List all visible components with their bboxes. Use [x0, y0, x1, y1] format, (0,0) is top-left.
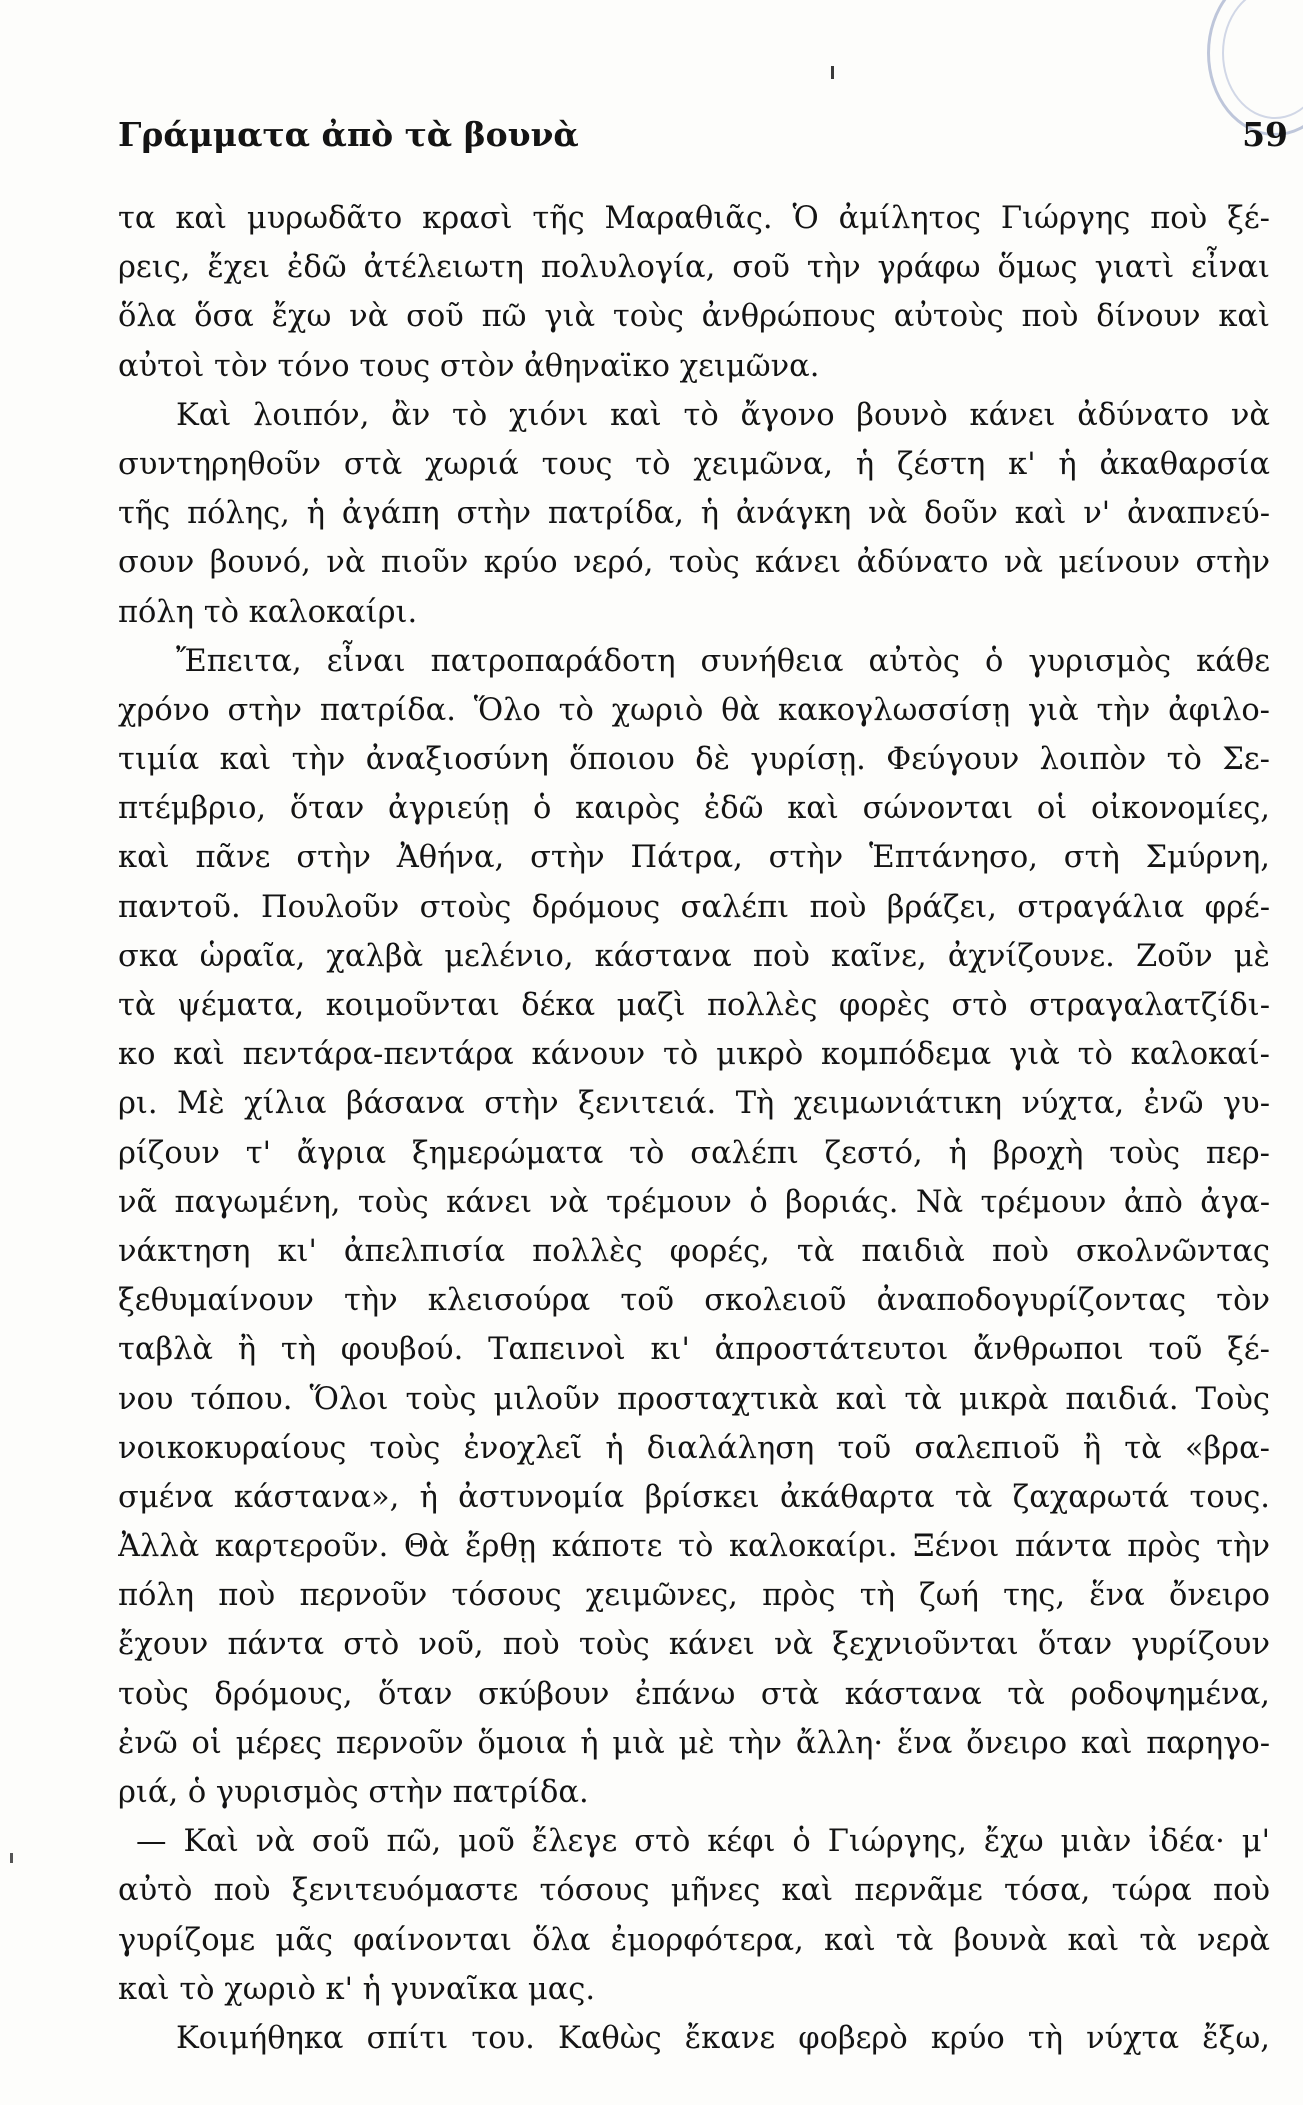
text-line: ρεις, ἔχει ἐδῶ ἀτέλειωτη πολυλογία, σοῦ τὴν γράφω ὅμως γιατὶ εἶναι [118, 250, 1270, 286]
text-line: αὐτοὶ τὸν τόνο τους στὸν ἀθηναϊκο χειμῶνα. [118, 348, 820, 384]
text-line: καὶ πᾶνε στὴν Ἀθήνα, στὴν Πάτρα, στὴν Ἑπτάνησο, στὴ Σμύρνη, [118, 840, 1270, 876]
text-line: ριά, ὁ γυρισμὸς στὴν πατρίδα. [118, 1775, 589, 1810]
text-line: κο καὶ πεντάρα-πεντάρα κάνουν τὸ μικρὸ κομπόδεμα γιὰ τὸ καλοκαί- [118, 1037, 1270, 1073]
text-line: πόλη τὸ καλοκαίρι. [118, 594, 418, 630]
text-line: αὐτὸ ποὺ ξενιτευόμαστε τόσους μῆνες καὶ περνᾶμε τόσα, τώρα ποὺ [118, 1873, 1270, 1909]
text-line: γυρίζομε μᾶς φαίνονται ὅλα ἐμορφότερα, καὶ τὰ βουνὰ καὶ τὰ νερὰ [118, 1922, 1270, 1958]
text-line: χρόνο στὴν πατρίδα. Ὅλο τὸ χωριὸ θὰ κακογλωσσίσῃ γιὰ τὴν ἀφιλο- [118, 692, 1270, 728]
text-line: Ἀλλὰ καρτεροῦν. Θὰ ἔρθῃ κάποτε τὸ καλοκαίρι. Ξένοι πάντα πρὸς τὴν [118, 1529, 1270, 1565]
text-line: ρι. Μὲ χίλια βάσανα στὴν ξενιτειά. Τὴ χειμωνιάτικη νύχτα, ἐνῶ γυ- [118, 1086, 1270, 1122]
print-mark [831, 66, 834, 79]
text-line: τοὺς δρόμους, ὅταν σκύβουν ἐπάνω στὰ κάστανα τὰ ροδοψημένα, [118, 1676, 1270, 1712]
text-line: ταβλὰ ἢ τὴ φουβού. Ταπεινοὶ κι' ἀπροστάτευτοι ἄνθρωποι τοῦ ξέ- [118, 1332, 1270, 1368]
text-line: τα καὶ μυρωδᾶτο κρασὶ τῆς Μαραθιᾶς. Ὁ ἀμίλητος Γιώργης ποὺ ξέ- [118, 201, 1270, 236]
text-line: σμένα κάστανα», ἡ ἀστυνομία βρίσκει ἀκάθαρτα τὰ ζαχαρωτά τους. [118, 1479, 1270, 1515]
text-line: παντοῦ. Πουλοῦν στοὺς δρόμους σαλέπι ποὺ βράζει, στραγάλια φρέ- [118, 889, 1270, 925]
text-line: πόλη ποὺ περνοῦν τόσους χειμῶνες, πρὸς τὴ ζωή της, ἕνα ὄνειρο [118, 1578, 1270, 1614]
text-line: συντηρηθοῦν στὰ χωριά τους τὸ χειμῶνα, ἡ ζέστη κ' ἡ ἀκαθαρσία [118, 446, 1270, 482]
text-line: καὶ τὸ χωριὸ κ' ἡ γυναῖκα μας. [118, 1971, 596, 2007]
running-title: Γράμματα ἀπὸ τὰ βουνὰ [118, 115, 579, 154]
text-line: Κοιμήθηκα σπίτι του. Καθὼς ἔκανε φοβερὸ κρύο τὴ νύχτα ἔξω, [176, 2020, 1270, 2056]
text-line: Καὶ λοιπόν, ἂν τὸ χιόνι καὶ τὸ ἄγονο βουνὸ κάνει ἀδύνατο νὰ [176, 397, 1270, 433]
text-line: νάκτηση κι' ἀπελπισία πολλὲς φορές, τὰ παιδιὰ ποὺ σκολνῶντας [118, 1233, 1270, 1269]
page-number: 59 [1242, 115, 1288, 154]
text-line: ρίζουν τ' ἄγρια ξημερώματα τὸ σαλέπι ζεστό, ἡ βροχὴ τοὺς περ- [118, 1135, 1270, 1171]
text-line: ξεθυμαίνουν τὴν κλεισούρα τοῦ σκολειοῦ ἀναποδογυρίζοντας τὸν [118, 1283, 1270, 1319]
text-line: σουν βουνό, νὰ πιοῦν κρύο νερό, τοὺς κάνει ἀδύνατο νὰ μείνουν στὴν [118, 545, 1270, 581]
text-line: πτέμβριο, ὅταν ἀγριεύῃ ὁ καιρὸς ἐδῶ καὶ σώνονται οἱ οἰκονομίες, [118, 791, 1270, 827]
running-header [118, 110, 1288, 160]
text-line: τιμία καὶ τὴν ἀναξιοσύνη ὅποιου δὲ γυρίσῃ. Φεύγουν λοιπὸν τὸ Σε- [118, 742, 1270, 778]
text-line: ἐνῶ οἱ μέρες περνοῦν ὅμοια ἡ μιὰ μὲ τὴν ἄλλη· ἕνα ὄνειρο καὶ παρηγο- [118, 1725, 1270, 1761]
margin-mark [10, 1853, 13, 1863]
text-line: Ἔπειτα, εἶναι πατροπαράδοτη συνήθεια αὐτὸς ὁ γυρισμὸς κάθε [176, 643, 1270, 679]
text-line: ὅλα ὅσα ἔχω νὰ σοῦ πῶ γιὰ τοὺς ἀνθρώπους αὐτοὺς ποὺ δίνουν καὶ [118, 299, 1270, 335]
text-line: — Καὶ νὰ σοῦ πῶ, μοῦ ἔλεγε στὸ κέφι ὁ Γιώργης, ἔχω μιὰν ἰδέα· μ' [136, 1824, 1270, 1860]
text-line: τῆς πόλης, ἡ ἀγάπη στὴν πατρίδα, ἡ ἀνάγκη νὰ δοῦν καὶ ν' ἀναπνεύ- [118, 496, 1270, 532]
text-line: νᾶ παγωμένη, τοὺς κάνει νὰ τρέμουν ὁ βοριάς. Νὰ τρέμουν ἀπὸ ἀγα- [118, 1184, 1270, 1220]
text-line: ἔχουν πάντα στὸ νοῦ, ποὺ τοὺς κάνει νὰ ξεχνιοῦνται ὅταν γυρίζουν [118, 1627, 1270, 1663]
text-line: σκα ὡραῖα, χαλβὰ μελένιο, κάστανα ποὺ καῖνε, ἀχνίζουνε. Ζοῦν μὲ [118, 938, 1270, 974]
body-text [118, 194, 1270, 2063]
text-line: τὰ ψέματα, κοιμοῦνται δέκα μαζὶ πολλὲς φορὲς στὸ στραγαλατζίδι- [118, 988, 1270, 1023]
text-line: νοικοκυραίους τοὺς ἐνοχλεῖ ἡ διαλάληση τοῦ σαλεπιοῦ ἢ τὰ «βρα- [118, 1430, 1270, 1466]
text-line: νου τόπου. Ὅλοι τοὺς μιλοῦν προσταχτικὰ καὶ τὰ μικρὰ παιδιά. Τοὺς [118, 1381, 1270, 1417]
